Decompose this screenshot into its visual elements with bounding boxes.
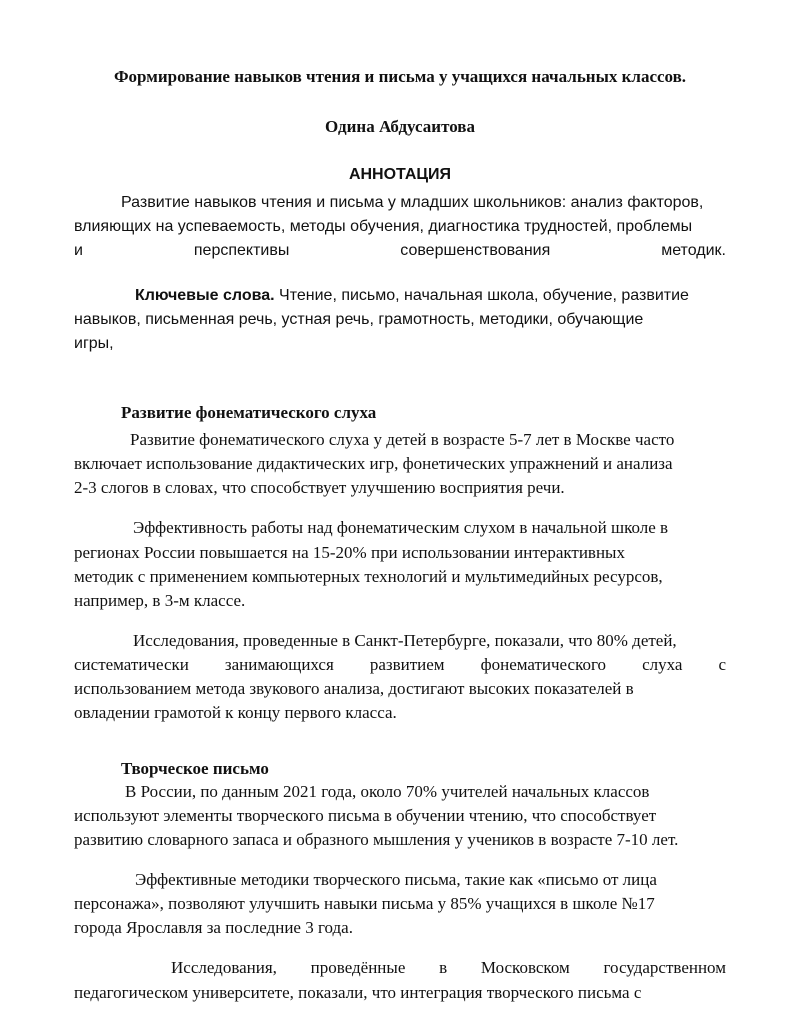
annotation-line: влияющих на успеваемость, методы обучения, диагностика трудностей, проблемы [74,218,693,235]
annotation-word: и [74,242,83,259]
paragraph-line: города Ярославля за последние 3 года. [74,918,353,937]
paragraph-word: проведённые [310,958,406,977]
annotation-line [74,239,726,263]
paragraph-line [171,956,726,980]
paragraph-word: занимающихся [224,655,334,674]
section-heading: Творческое письмо [121,759,269,778]
paragraph-line: Эффективность работы над фонематическим слухом в начальной школе в [133,518,669,537]
annotation-word: методик. [661,242,726,259]
paragraph-line: овладении грамотой к концу первого класса. [74,703,397,722]
keywords-line [135,284,726,308]
author-name: Одина Абдусаитова [325,117,475,136]
annotation-word: совершенствования [400,242,551,259]
paragraph-line: персонажа», позволяют улучшить навыки письма у 85% учащихся в школе №17 [74,894,655,913]
paragraph-line: Исследования, проведенные в Санкт-Петербурге, показали, что 80% детей, [133,631,677,650]
paragraph-line: педагогическом университете, показали, что интеграция творческого письма с [74,983,642,1002]
document-title: Формирование навыков чтения и письма у учащихся начальных классов. [113,67,687,86]
paragraph-line: используют элементы творческого письма в обучении чтению, что способствует [74,806,657,825]
paragraph-line: методик с применением компьютерных технологий и мультимедийных ресурсов, [74,567,663,586]
paragraph-line: регионах России повышается на 15-20% при использовании интерактивных [74,543,625,562]
paragraph-line: развитию словарного запаса и образного мышления у учеников в возрасте 7-10 лет. [74,830,679,849]
keywords-line: навыков, письменная речь, устная речь, грамотность, методики, обучающие [74,311,644,328]
paragraph-word: с [718,655,726,674]
paragraph-line: включает использование дидактических игр, фонетических упражнений и анализа [74,454,673,473]
annotation-word: перспективы [193,242,290,259]
paragraph-word: в [439,958,448,977]
paragraph-word: Московском [480,958,570,977]
keywords-label: Ключевые слова. [135,287,275,304]
paragraph-line: 2-3 слогов в словах, что способствует улучшению восприятия речи. [74,478,565,497]
paragraph-line: Эффективные методики творческого письма, такие как «письмо от лица [135,870,657,889]
keywords-text: Чтение, письмо, начальная школа, обучение, развитие [274,287,689,304]
paragraph-line: например, в 3-м классе. [74,591,246,610]
section-heading: Развитие фонематического слуха [121,403,377,422]
paragraph-word: Исследования, [171,958,277,977]
paragraph-line [74,653,726,677]
paragraph-word: фонематического [480,655,607,674]
paragraph-line: В России, по данным 2021 года, около 70% учителей начальных классов [125,782,650,801]
annotation-line: Развитие навыков чтения и письма у младших школьников: анализ факторов, [121,194,704,211]
annotation-heading: АННОТАЦИЯ [348,166,452,183]
paragraph-word: развитием [369,655,445,674]
paragraph-line: Развитие фонематического слуха у детей в возрасте 5-7 лет в Москве часто [130,430,675,449]
paragraph-word: систематически [74,655,189,674]
paragraph-word: слуха [642,655,683,674]
paragraph-line: использованием метода звукового анализа, достигают высоких показателей в [74,679,634,698]
keywords-line: игры, [74,335,114,352]
paragraph-word: государственном [603,958,726,977]
